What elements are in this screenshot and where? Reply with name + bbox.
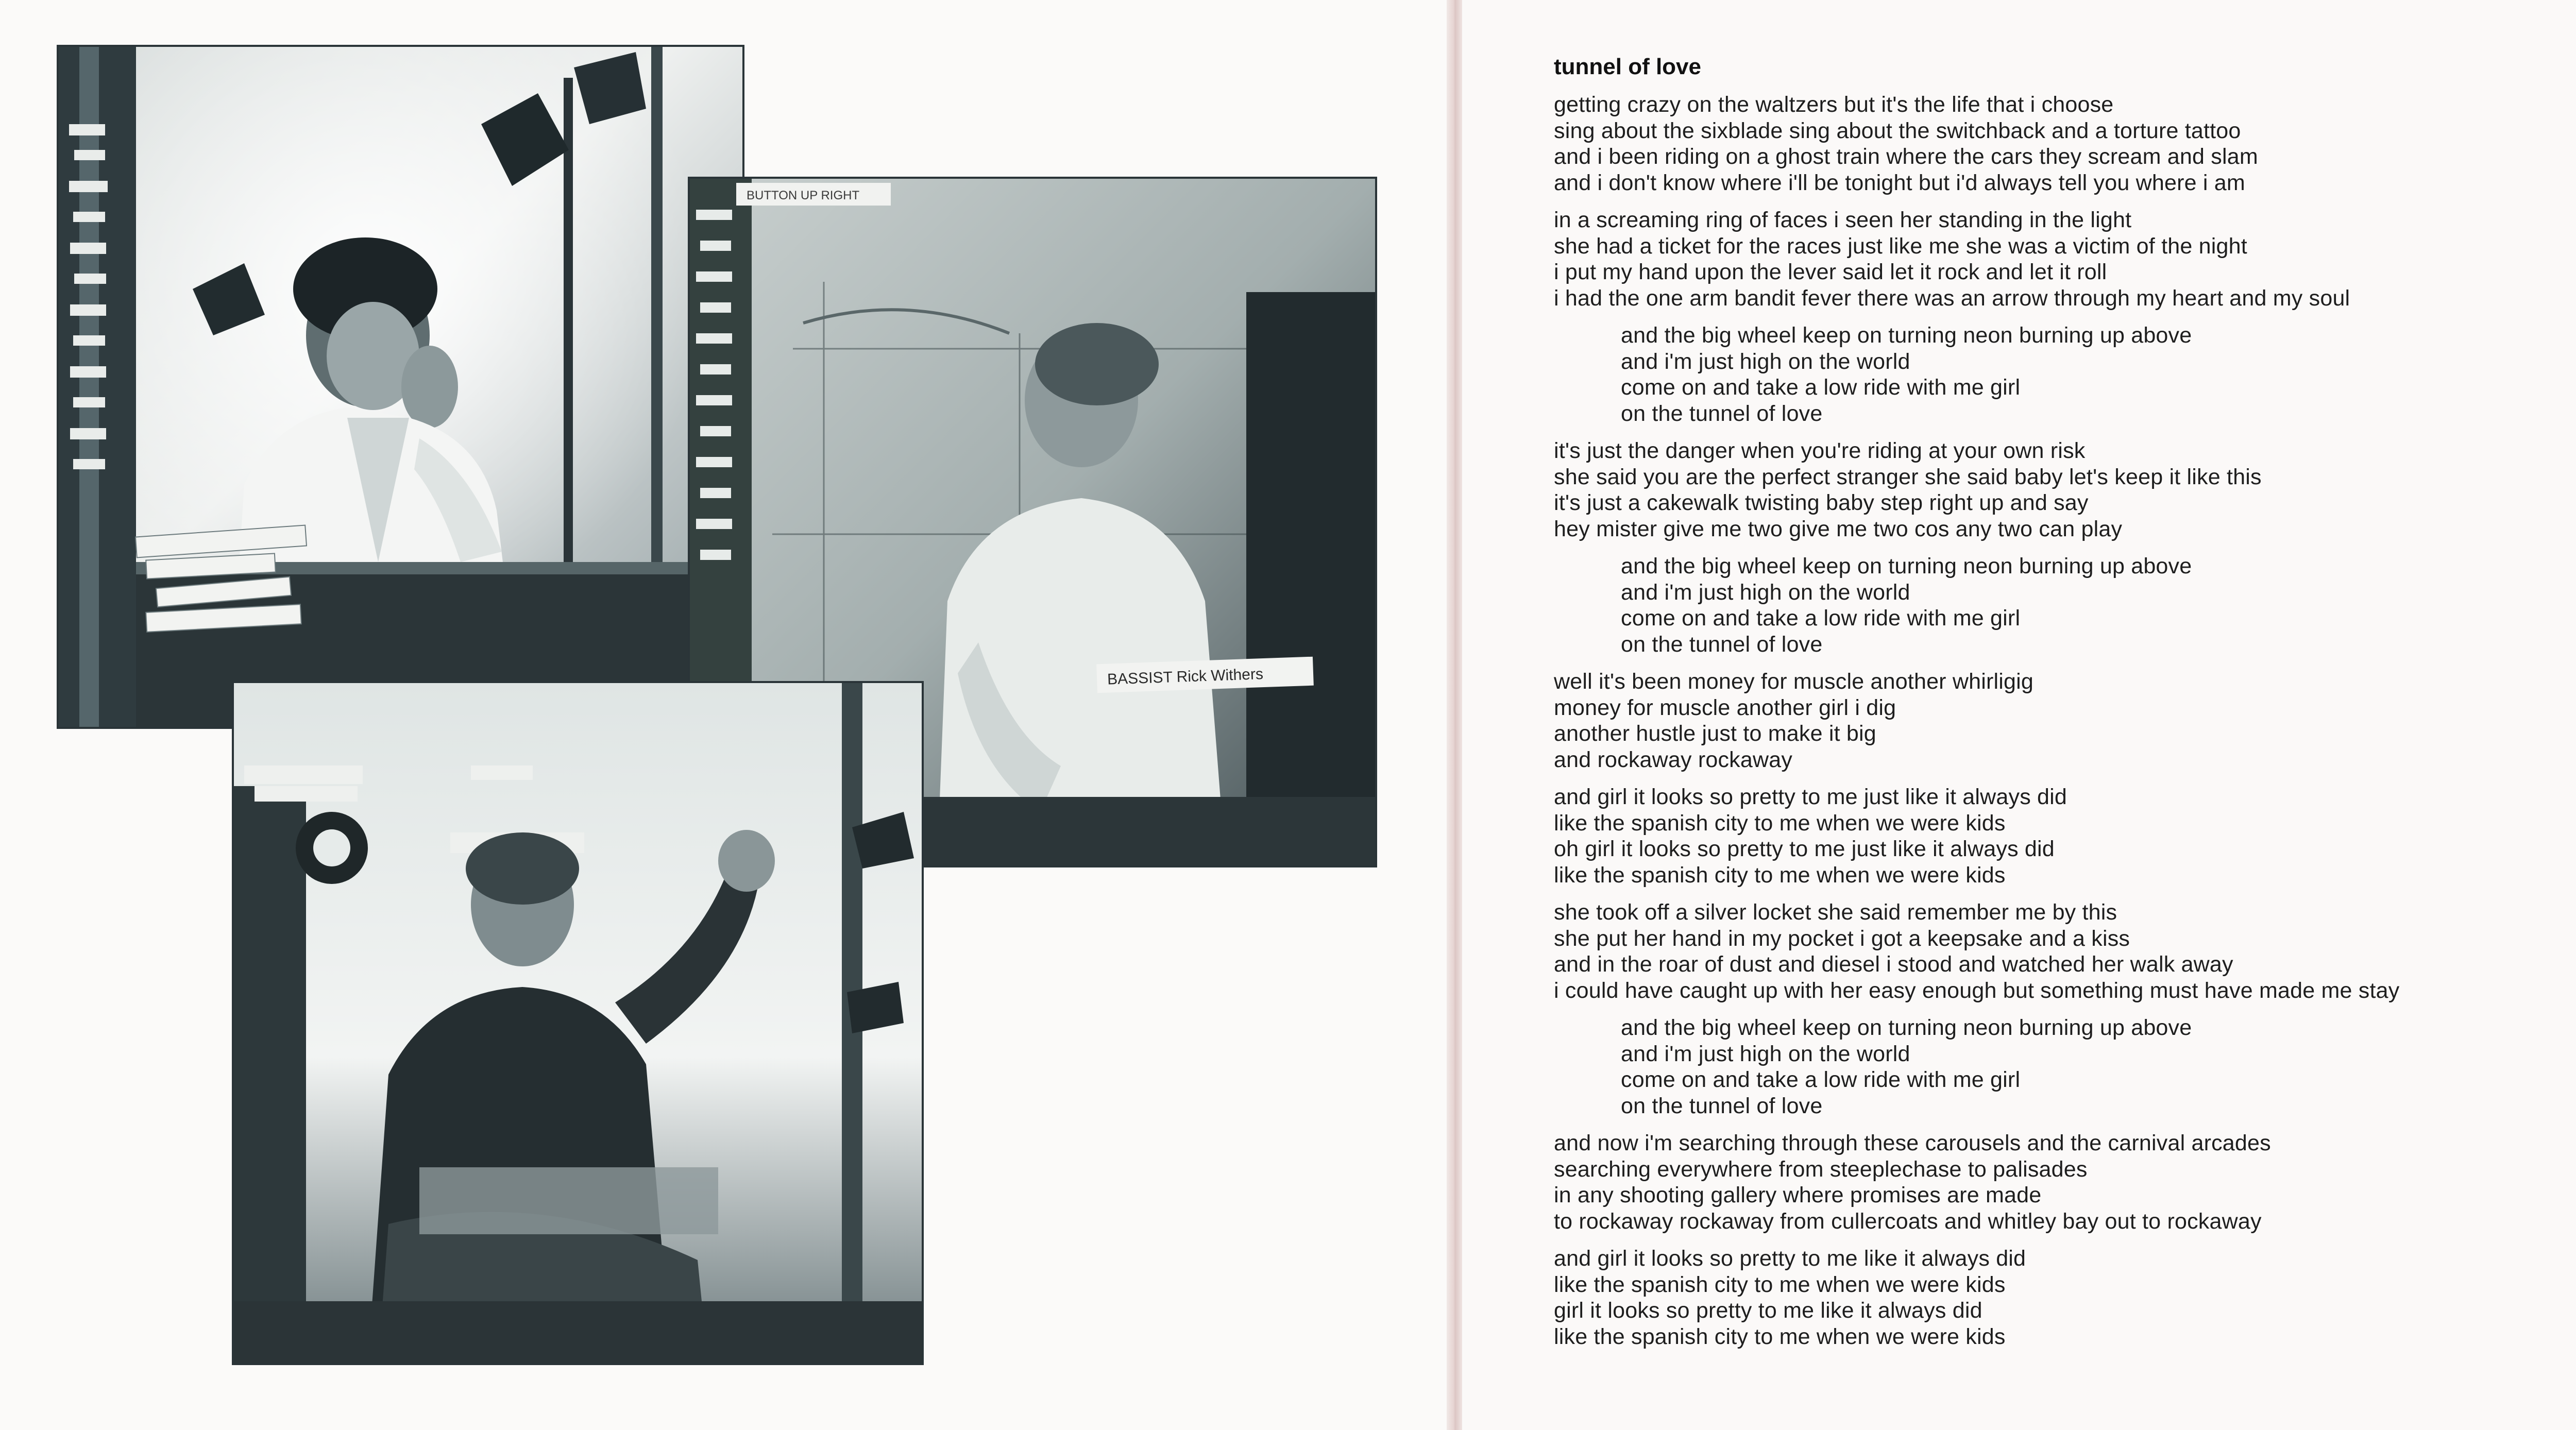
lyric-line: and rockaway rockaway	[1554, 747, 1793, 772]
stanza-verse-8	[1554, 1246, 2576, 1350]
lyric-line: getting crazy on the waltzers but it's the life that i choose	[1554, 92, 2114, 117]
lyric-line: like the spanish city to me when we were kids	[1554, 1272, 2006, 1297]
lyric-line: come on and take a low ride with me girl	[1621, 375, 2021, 400]
lyric-line: and girl it looks so pretty to me like it always did	[1554, 1246, 2026, 1271]
stanza-chorus-2	[1621, 553, 2576, 657]
lyric-line: i could have caught up with her easy enough but something must have made me stay	[1554, 978, 2400, 1003]
booklet-fold	[1447, 0, 1462, 1430]
lyric-line: like the spanish city to me when we were kids	[1554, 862, 2006, 888]
lyric-line: in a screaming ring of faces i seen her standing in the light	[1554, 208, 2132, 232]
lyric-line: she said you are the perfect stranger she said baby let's keep it like this	[1554, 464, 2262, 489]
lyric-line: sing about the sixblade sing about the switchback and a torture tattoo	[1554, 118, 2241, 143]
lyric-line: oh girl it looks so pretty to me just like it always did	[1554, 837, 2055, 861]
lyric-line: she put her hand in my pocket i got a keepsake and a kiss	[1554, 926, 2130, 951]
photo-man-white-jacket	[57, 45, 744, 729]
lyric-line: and girl it looks so pretty to me just like it always did	[1554, 785, 2067, 809]
lyric-line: like the spanish city to me when we were kids	[1554, 1324, 2006, 1349]
lyric-line: girl it looks so pretty to me like it always did	[1554, 1298, 1982, 1323]
lyric-line: hey mister give me two give me two cos any two can play	[1554, 516, 2123, 541]
lyric-line: and i'm just high on the world	[1621, 349, 1910, 374]
lyric-line: it's just the danger when you're riding at your own risk	[1554, 438, 2086, 463]
lyric-line: and in the roar of dust and diesel i stood and watched her walk away	[1554, 952, 2233, 977]
lyric-line: i put my hand upon the lever said let it rock and let it roll	[1554, 260, 2107, 284]
stanza-verse-2	[1554, 207, 2576, 311]
photo-man-white-jacket-image	[59, 47, 742, 727]
stanza-chorus-1	[1621, 322, 2576, 427]
stanza-verse-1	[1554, 92, 2576, 196]
lyric-line: on the tunnel of love	[1621, 401, 1823, 426]
lyric-line: searching everywhere from steeplechase to palisades	[1554, 1156, 2088, 1182]
lyric-line: i had the one arm bandit fever there was an arrow through my heart and my soul	[1554, 285, 2350, 311]
photo-man-dark-shirt-image	[234, 683, 922, 1363]
photo-man-dark-shirt	[232, 681, 924, 1365]
lyric-line: come on and take a low ride with me girl	[1621, 606, 2021, 631]
lyric-line: and i been riding on a ghost train where the cars they scream and slam	[1554, 144, 2258, 169]
lyric-line: come on and take a low ride with me girl	[1621, 1067, 2021, 1092]
lyric-line: and i don't know where i'll be tonight but i'd always tell you where i am	[1554, 170, 2245, 195]
stanza-verse-6	[1554, 899, 2576, 1003]
lyric-line: she took off a silver locket she said remember me by this	[1554, 900, 2117, 925]
stanza-verse-5	[1554, 784, 2576, 888]
lyric-line: money for muscle another girl i dig	[1554, 695, 1896, 720]
lyric-line: and now i'm searching through these carousels and the carnival arcades	[1554, 1131, 2271, 1155]
lyric-line: on the tunnel of love	[1621, 632, 1823, 657]
lyric-line: it's just a cakewalk twisting baby step right up and say	[1554, 490, 2089, 515]
lyric-line: in any shooting gallery where promises are made	[1554, 1183, 2042, 1207]
photo-2-name-tape: BASSIST Rick Withers	[1107, 666, 1264, 688]
lyric-line: and the big wheel keep on turning neon burning up above	[1621, 554, 2192, 578]
lyric-line: like the spanish city to me when we were kids	[1554, 810, 2006, 836]
stanza-chorus-3	[1621, 1015, 2576, 1119]
lyrics-column	[1554, 54, 2576, 1361]
stanza-verse-3	[1554, 438, 2576, 542]
stanza-verse-7	[1554, 1130, 2576, 1234]
stanza-verse-4	[1554, 669, 2576, 773]
lyric-line: to rockaway rockaway from cullercoats and whitley bay out to rockaway	[1554, 1208, 2262, 1234]
lyric-line: well it's been money for muscle another whirligig	[1554, 669, 2033, 694]
photo-2-top-label: BUTTON UP RIGHT	[747, 189, 860, 202]
lyric-line: another hustle just to make it big	[1554, 721, 1876, 746]
lyric-line: and i'm just high on the world	[1621, 1041, 1910, 1066]
lyric-line: on the tunnel of love	[1621, 1093, 1823, 1118]
song-title: tunnel of love	[1554, 54, 1701, 79]
lyric-line: and i'm just high on the world	[1621, 580, 1910, 605]
lyric-line: and the big wheel keep on turning neon burning up above	[1621, 323, 2192, 348]
lyric-line: she had a ticket for the races just like me she was a victim of the night	[1554, 233, 2247, 259]
lyric-line: and the big wheel keep on turning neon burning up above	[1621, 1015, 2192, 1040]
